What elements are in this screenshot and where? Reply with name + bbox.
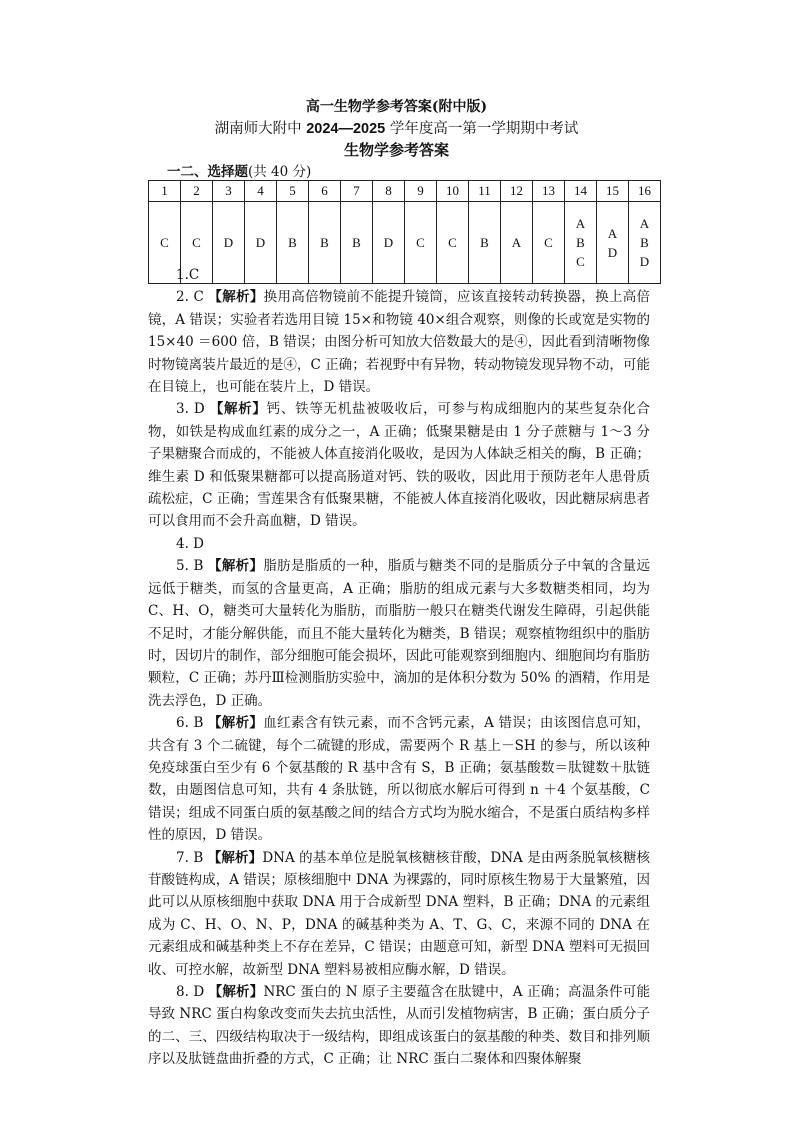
answer-key: 3. D	[176, 401, 210, 418]
question-number-cell: 9	[405, 181, 437, 202]
question-number-cell: 13	[533, 181, 565, 202]
answer-cell: B	[469, 202, 501, 284]
analysis-tag: 【解析】	[208, 289, 264, 306]
exam-school: 湖南师大附中	[214, 121, 307, 137]
explanation-paragraph	[148, 847, 650, 981]
analysis-tag: 【解析】	[208, 715, 264, 732]
question-number-cell: 5	[277, 181, 309, 202]
answer-cell: D	[373, 202, 405, 284]
answer-cell: A B C	[565, 202, 597, 284]
explanation-text: DNA 的基本单位是脱氧核糖核苷酸，DNA 是由两条脱氧核糖核苷酸链构成，A 错误；原核细胞中 DNA 为裸露的，同时原核生物易于大量繁殖，因此可以从原核细胞中获取 DNA 用于合成新型 DNA 塑料，B 正确；DNA 的元素组成为 C、H、O、N、P，DNA 的碱基种类为 A、T、G、C，来源不同的 DNA 在元素组成和碱基种类上不存在差异，C 错误；由题意可知，新型 DNA 塑料可无损回收、可控水解，故新型 DNA 塑料易被相应酶水解，D 错误。	[148, 849, 650, 978]
analysis-tag: 【解析】	[208, 984, 264, 1000]
explanation-paragraph	[148, 264, 650, 286]
explanation-paragraph	[148, 533, 650, 555]
answer-cell: C	[437, 202, 469, 284]
question-number-cell: 7	[341, 181, 373, 202]
answer-cell: A	[501, 202, 533, 284]
question-number-cell: 14	[565, 181, 597, 202]
question-number-cell: 12	[501, 181, 533, 202]
analysis-tag: 【解析】	[208, 558, 264, 575]
question-number-cell: 3	[213, 181, 245, 202]
explanation-text: 钙、铁等无机盐被吸收后，可参与构成细胞内的某些复杂化合物，如铁是构成血红素的成分之一，A 正确；低聚果糖是由 1 分子蔗糖与 1～3 分子果糖聚合而成的，不能被人体直接消化吸收，是因为人体缺乏相关的酶，B 正确；维生素 D 和低聚果糖都可以提高肠道对钙、铁的吸收，因此用于预防老年人患骨质疏松症，C 正确；雪莲果含有低聚果糖，不能被人体直接消化吸收，因此糖尿病患者可以食用而不会升高血糖，D 错误。	[148, 401, 651, 530]
question-number-cell: 10	[437, 181, 469, 202]
answer-key: 6. B	[176, 715, 208, 732]
explanation-text: 4. D	[176, 535, 204, 552]
analysis-tag: 【解析】	[209, 401, 267, 418]
answer-key: 7. B	[176, 849, 208, 866]
explanation-paragraph	[148, 398, 650, 532]
question-number-cell: 11	[469, 181, 501, 202]
question-number-cell: 8	[373, 181, 405, 202]
answer-cell: B	[309, 202, 341, 284]
section-title: 一二、选择题	[167, 164, 248, 180]
question-number-cell: 15	[597, 181, 629, 202]
answer-cell: C	[149, 202, 181, 284]
answer-cell: C	[181, 202, 213, 284]
explanation-paragraph	[148, 555, 650, 712]
explanations	[148, 264, 650, 1071]
question-number-row	[149, 181, 661, 202]
explanation-text: 血红素含有铁元素，而不含钙元素，A 错误；由该图信息可知，共含有 3 个二硫键，每个二硫键的形成，需要两个 R 基上－SH 的参与，所以该种免疫球蛋白至少有 6 个氨基酸的 R 基中含有 S，B 正确；氨基酸数＝肽键数＋肽链数，由题图信息可知，共有 4 条肽链，所以彻底水解后可得到 n ＋4 个氨基酸，C 错误；组成不同蛋白质的氨基酸之间的结合方式均为脱水缩合，不是蛋白质结构多样性的原因，D 错误。	[148, 715, 651, 844]
question-number-cell: 2	[181, 181, 213, 202]
page-title: 生物学参考答案	[343, 141, 449, 159]
explanation-text: 1.C	[176, 267, 200, 283]
exam-years: 2024—2025	[306, 121, 386, 137]
question-number-cell: 16	[629, 181, 661, 202]
answer-cell: C	[533, 202, 565, 284]
answer-cell: B	[341, 202, 373, 284]
answer-cell: B	[277, 202, 309, 284]
explanation-text: 脂肪是脂质的一种，脂质与糖类不同的是脂质分子中氧的含量远远低于糖类，而氢的含量更高，A 正确；脂肪的组成元素与大多数糖类相同，均为 C、H、O，糖类可大量转化为脂肪，而脂肪一般只在糖类代谢发生障碍，引起供能不足时，才能分解供能，而且不能大量转化为糖类，B 错误；观察植物组织中的脂肪时，因切片的制作，部分细胞可能会损坏，因此可能观察到细胞内、细胞间均有脂肪颗粒，C 正确；苏丹Ⅲ检测脂肪实验中，滴加的是体积分数为 50% 的酒精，作用是洗去浮色，D 正确。	[148, 558, 651, 709]
explanation-paragraph	[148, 981, 650, 1071]
section-heading	[167, 160, 311, 180]
answer-cell: A D	[597, 202, 629, 284]
explanation-text: 换用高倍物镜前不能提升镜筒，应该直接转动转换器，换上高倍镜，A 错误；实验者若选用目镜 15×和物镜 40×组合观察，则像的长或宽是实物的 15×40 ＝600 倍，B 错误；由图分析可知放大倍数最大的是④，因此看到清晰物像时物镜离装片最近的是④，C 正确；若视野中有异物，转动物镜发现异物不动，可能在目镜上，也可能在装片上，D 错误。	[148, 289, 651, 396]
analysis-tag: 【解析】	[207, 849, 263, 866]
section-points: (共 40 分)	[248, 164, 312, 180]
answer-key: 8. D	[176, 984, 209, 1000]
answer-cell: C	[405, 202, 437, 284]
answer-key: 5. B	[176, 558, 209, 575]
explanation-paragraph	[148, 286, 650, 398]
question-number-cell: 1	[149, 181, 181, 202]
explanation-text: NRC 蛋白的 N 原子主要蕴含在肽键中，A 正确；高温条件可能导致 NRC 蛋白构象改变而失去抗虫活性，从而引发植物病害，B 正确；蛋白质分子的二、三、四级结构取决于一级结构，即组成该蛋白的氨基酸的种类、数目和排列顺序以及肽链盘曲折叠的方式，C 正确；让 NRC 蛋白二聚体和四聚体解聚	[148, 984, 650, 1068]
answer-cell: D	[213, 202, 245, 284]
answer-key: 2. C	[176, 289, 209, 306]
explanation-paragraph	[148, 712, 650, 846]
exam-title	[0, 117, 793, 138]
document-subtitle: 高一生物学参考答案(附中版)	[305, 99, 488, 115]
answer-cell: A B D	[629, 202, 661, 284]
exam-term: 学年度高一第一学期期中考试	[385, 121, 579, 137]
question-number-cell: 6	[309, 181, 341, 202]
answer-cell: D	[245, 202, 277, 284]
question-number-cell: 4	[245, 181, 277, 202]
